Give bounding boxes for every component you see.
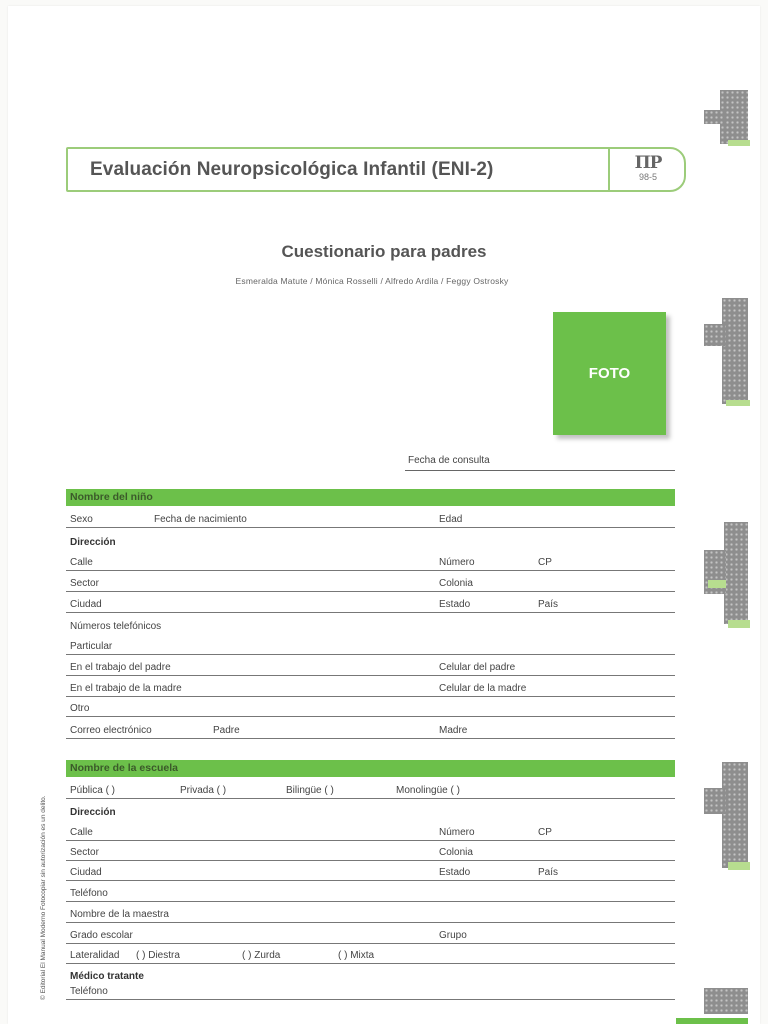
label-school-telefono: Teléfono (70, 888, 108, 899)
label-sector: Sector (70, 578, 99, 589)
edge-tab-4 (704, 762, 750, 874)
label-grupo: Grupo (439, 930, 467, 941)
copyright-note: © Editorial El Manual Moderno Fotocopiar sin autorización es un delito. (40, 795, 47, 1000)
bottom-green-strip (676, 1018, 748, 1024)
row-lateralidad[interactable] (66, 944, 675, 964)
label-school-ciudad: Ciudad (70, 867, 102, 878)
label-school-pais: País (538, 867, 559, 878)
photo-box (553, 312, 666, 435)
label-ciudad: Ciudad (70, 599, 102, 610)
label-celular-madre: Celular de la madre (439, 683, 527, 694)
label-edad: Edad (439, 514, 463, 525)
edge-tab-3 (704, 522, 750, 630)
label-maestra: Nombre de la maestra (70, 909, 169, 920)
label-school-sector: Sector (70, 847, 99, 858)
label-cp: CP (538, 557, 552, 568)
label-direccion: Dirección (70, 537, 116, 548)
label-school-colonia: Colonia (439, 847, 473, 858)
row-sexo[interactable] (66, 508, 675, 528)
fecha-consulta-label: Fecha de consulta (408, 455, 490, 466)
header-divider (608, 149, 610, 190)
row-calle[interactable] (66, 551, 675, 571)
label-calle: Calle (70, 557, 93, 568)
row-particular[interactable] (66, 635, 675, 655)
label-otro: Otro (70, 703, 90, 714)
label-bilingue: Bilingüe ( ) (286, 785, 334, 796)
edge-tab-1 (704, 90, 750, 146)
row-otro[interactable] (66, 697, 675, 717)
row-tipo-escuela[interactable] (66, 779, 675, 799)
label-grado: Grado escolar (70, 930, 133, 941)
row-maestra[interactable] (66, 903, 675, 923)
label-publica: Pública ( ) (70, 785, 116, 796)
label-medico: Médico tratante (70, 971, 144, 982)
label-colonia: Colonia (439, 578, 473, 589)
label-pais: País (538, 599, 559, 610)
row-medico-telefono[interactable] (66, 980, 675, 1000)
edge-tab-5 (704, 988, 750, 1018)
row-trabajo-padre[interactable] (66, 656, 675, 676)
row-trabajo-madre[interactable] (66, 677, 675, 697)
logo-code: 98-5 (638, 172, 657, 182)
label-monolingue: Monolingüe ( ) (396, 785, 460, 796)
form-title: Evaluación Neuropsicológica Infantil (ENI-2) (90, 159, 494, 180)
row-grado[interactable] (66, 924, 675, 944)
row-telefonos (66, 614, 675, 634)
row-sector[interactable] (66, 572, 675, 592)
label-trabajo-madre: En el trabajo de la madre (70, 683, 182, 694)
label-privada: Privada ( ) (180, 785, 227, 796)
label-estado: Estado (439, 599, 471, 610)
row-correo[interactable] (66, 719, 675, 739)
label-trabajo-padre: En el trabajo del padre (70, 662, 171, 673)
edge-tab-2 (704, 298, 750, 410)
row-direccion (66, 530, 675, 550)
row-school-telefono[interactable] (66, 882, 675, 902)
publisher-logo (630, 155, 666, 183)
row-ciudad[interactable] (66, 593, 675, 613)
label-school-numero: Número (439, 827, 475, 838)
fecha-consulta-field[interactable] (405, 455, 675, 471)
row-school-calle[interactable] (66, 821, 675, 841)
row-school-sector[interactable] (66, 841, 675, 861)
label-mixta: ( ) Mixta (338, 950, 375, 961)
label-padre: Padre (213, 725, 240, 736)
header-box (66, 147, 686, 192)
section-child-bar (66, 489, 675, 506)
row-school-ciudad[interactable] (66, 861, 675, 881)
section-child-title: Nombre del niño (70, 491, 153, 503)
label-madre: Madre (439, 725, 468, 736)
label-school-calle: Calle (70, 827, 93, 838)
label-particular: Particular (70, 641, 113, 652)
label-school-estado: Estado (439, 867, 471, 878)
questionnaire-title: Cuestionario para padres (281, 242, 487, 261)
authors: Esmeralda Matute / Mónica Rosselli / Alfredo Ardila / Feggy Ostrosky (235, 276, 509, 286)
label-medico-telefono: Teléfono (70, 986, 108, 997)
label-celular-padre: Celular del padre (439, 662, 516, 673)
label-zurda: ( ) Zurda (242, 950, 281, 961)
row-school-direccion (66, 800, 675, 820)
label-numero: Número (439, 557, 475, 568)
section-school-title: Nombre de la escuela (70, 762, 178, 774)
label-sexo: Sexo (70, 514, 93, 525)
label-school-cp: CP (538, 827, 552, 838)
label-correo: Correo electrónico (70, 725, 152, 736)
label-school-direccion: Dirección (70, 807, 116, 818)
label-lateralidad: Lateralidad (70, 950, 120, 961)
label-fecha-nacimiento: Fecha de nacimiento (154, 514, 247, 525)
label-diestra: ( ) Diestra (136, 950, 180, 961)
label-telefonos: Números telefónicos (70, 621, 162, 632)
section-school-bar (66, 760, 675, 777)
logo-mark: ПР (634, 153, 662, 173)
photo-label: FOTO (588, 365, 631, 382)
